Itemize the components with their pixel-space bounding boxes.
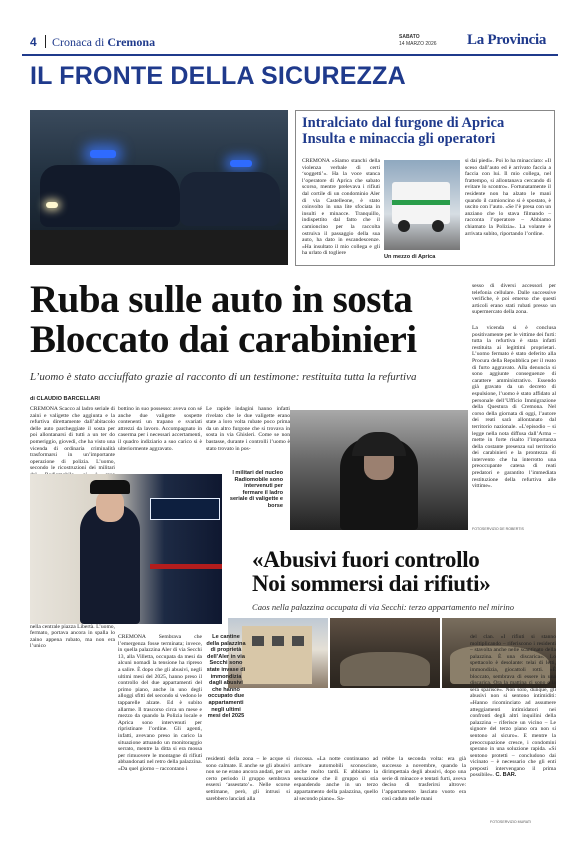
car-shape <box>40 165 180 227</box>
truck-stripe <box>392 200 450 205</box>
blue-light-icon <box>90 150 116 158</box>
header-rule <box>22 54 558 56</box>
article3-column-5: del clan. «I rifiuti si stanno moltiplicando – riferiscono i residenti – stavolta anche nelle scantinato della palazzina. È una discarica». Lo spettacolo è desolante: telai di letti, immondizia, giocattoli rotti. «È bloccato, sembrava di essere in una discarica. Ora la mattina ci sono e la sera sparisce». Non solo, dunque, gli abusivi non si sentono intimiditi: «Hanno ricominciato ad assumere atteggiamenti intimidatori nei confronti degli altri inquilini della palazzina – riferisce un vicino – Le signore del terzo piano ora non si sentono al sicuro». E mentre la preoccupazione cresce, i condomini sperano in una soluzione rapida. «Si sentono protetti – concludono dai vicinato – è necessario che gli enti preposti intervengano il prima possibile». C. BAR. <box>470 634 556 779</box>
article1-column: CREMONA «Siamo stanchi della violenza verbale di certi ‘soggetti’». Ha la voce stanca l’operatore di Aprica che sabato scorso, mentre prelevava i rifiuti dal cortile di un condominio Aler di via Castelleone, è stato coinvolto in una lite sfociata in insulti e minacce. Tranquillo, indispettito dal fatto che il camioncino per la raccolta ostruiva il passaggio della sua auto, ha dato in escandescenze. «Ha insultato il mio collega e gli ha urlato di togliere <box>302 158 380 257</box>
cap-icon <box>90 480 130 494</box>
article3-column-3: riscossa. «La notte continuano ad arrivare automobili sconosciute, anche molto tardi. E abbiamo la sensazione che il gruppo si stia espandendo anche in un terzo appartamento della palazzina, quello al secondo piano». Sa- <box>294 756 378 802</box>
officer-face <box>96 490 124 522</box>
header-divider <box>45 35 46 48</box>
carabiniere-photo <box>30 474 222 624</box>
article3-signature: C. BAR. <box>495 772 517 779</box>
article3-column-2: residenti della zona – le acque si sono calmate. E anche se gli abusivi non se ne erano ancora andati, per un certo periodo il gruppo sembrava essersi ‘assestato’». Nelle scorse settimane, però, gli intrusi si sarebbero lanciati alla <box>206 756 290 802</box>
carabinieri-sign <box>150 498 220 520</box>
window-shape <box>252 636 264 646</box>
article3-column-1: CREMONA Sembrava che l’emergenza fosse terminata; invece, in quella palazzina Aler di via Secchi 13, alla Villetta, occupata da mesi da alcuni nomadi la tensione ha ripreso a salire. È dopo che gli abusivi, negli ultimi mesi del 2025, hanno preso il controllo del due appartamenti del primo piano, anche in uno degli alloggi sfitti del secondo si vedono le tapparelle alzate. Ed è subito allarme. Il trascorso circa un mese e mezzo da quando la Polizia locale e Aprica sono intervenuti per ripristinare l’ordine. Gli agenti, infatti, avevano preso in carico la situazione attuando un monitoraggio serrato, mentre la ditta si era mossa per rimuovere le montagne di rifiuti abbandonati nel retro della palazzina. «Da quel giorno – raccontano i <box>118 634 202 772</box>
article2-column-1-bottom <box>30 626 115 812</box>
officer-figure <box>80 504 140 624</box>
car-shape <box>180 172 280 226</box>
article2-byline: di CLAUDIO BARCELLARI <box>30 396 100 402</box>
photo-credit: FOTOSERVIZIO MURATI <box>490 820 532 824</box>
section-banner: IL FRONTE DELLA SICUREZZA <box>30 62 406 90</box>
garbage-truck-photo <box>384 160 460 250</box>
rubbish-pile <box>340 652 430 686</box>
article2-column-2: bottino in suo possesso: aveva con sé anche due valigette sospette contenenti un trapano e svariati attrezzi da lavoro. Accompagnato in caserma per i necessari accertamenti, il quadro indiziario a suo carico si è ulteriormente aggravato. <box>118 406 202 452</box>
article2-column-top: sesso di diversi accessori per telefonia cellulare. Dalle successive verifiche, è poi emerso che questi articoli erano stati rubati presso un supermercato della zona. <box>472 283 556 316</box>
police-car-photo <box>30 110 288 265</box>
road-surface <box>30 230 288 265</box>
suspect-photo <box>290 410 468 530</box>
page-number: 4 <box>30 35 37 49</box>
cellar-photo <box>330 618 440 688</box>
newspaper-logo: La Provincia <box>467 32 547 48</box>
red-stripe <box>150 564 222 569</box>
building-shape <box>242 626 312 684</box>
article3-title: «Abusivi fuori controllo Noi sommersi dai rifiuti» <box>252 547 491 596</box>
article2-column-right: La vicenda si è conclusa positivamente per le vittime dei furti: tutta la refurtiva è stata infatti restituita ai legittimi proprietari. L’uomo fermato è stato deferito alla Procura della Repubblica per il reato di furto aggravato. Alla denuncia si sono aggiunte conseguenze di carattere amministrativo. Essendo già gravato da un decreto di espulsione, l’uomo è stato affidato al personale dell’Ufficio Immigrazione della Questura di Cremona. Nel corso della giornata di oggi, l’autore dei reati sarà allontanato dal territorio nazionale. «L’episodio – si legge nella nota diffusa dall’Arma – mette in forte risalto l’importanza della costante presenza sul territorio dei carabinieri e la prontezza di intervento che ha interrotto una preoccupante catena di reati predatori e garantito l’immediata restituzione della refurtiva alle vittime». <box>472 325 556 490</box>
article2-photo-caption: I militari del nucleo Radiomobile sono intervenuti per fermare il ladro seriale di valigette e borse <box>229 470 283 509</box>
hood-shape <box>352 432 406 456</box>
issue-date: 14 MARZO 2026 <box>399 41 437 47</box>
section-title: Cronaca di Cremona <box>52 35 156 49</box>
window-shape <box>272 636 284 646</box>
photo-credit: FOTOSERVIZIO DE ROBERTIS <box>472 527 524 531</box>
article1-photo-caption: Un mezzo di Aprica <box>384 254 436 260</box>
truck-wheel <box>432 220 444 232</box>
article2-column-3: Le rapide indagini hanno infatti rivelato che le due valigette erano state a loro volta rubate poco prima da un altro furgone che si trovava in sosta in via Ghisleri. Come se non bastasse, durante i controlli l’uomo è stato trovato in pos- <box>206 406 290 452</box>
headlight-icon <box>46 202 58 208</box>
article1-title: Intralciato dal furgone di Aprica Insulta e minaccia gli operatori <box>302 115 505 147</box>
article2-subtitle: L’uomo è stato acciuffato grazie al racconto di un testimone: restituita tutta la refurtiva <box>30 371 417 383</box>
article3-subtitle: Caos nella palazzina occupata di via Secchi: terzo appartamento nel mirino <box>252 602 515 612</box>
issue-day: SABATO <box>399 34 420 40</box>
article1-column: si dai piedi». Poi lo ha minacciato: «Il sceso dall’auto ed è arrivato faccia a faccia con lui. Il mio collega, nel frattempo, si allontanava cercando di evitare lo scontro». Fortunatamente il residente non ha alzato le mani quando il camioncino si è spostato, è uscito con l’auto. «Se l’è presa con un anziano che lo stava filmando – racconta l’operatore – Abbiamo chiamato la Polizia». La volante è arrivata subito, riportando l’ordine. <box>465 158 551 237</box>
blue-light-icon <box>230 160 252 167</box>
page-header <box>22 32 558 52</box>
article2-column-1-top: CREMONA Scacco al ladro seriale di zaini e valigette che aggiunta e la refurtiva direttamente dall’abitacolo delle auto parcheggiate il sosta per poi allontanarsi di tutti a un ter do pomeriggio, giovedì, che ha visto una vicenda di ordinaria criminalità trasformarsi in un’importante operazione di polizia. L’uomo, secondo le ricostruzioni dei militari nella centrale piazza Libertà. L’uomo, fermato, portava ancora in spalla lo zaino appena rubato, ma non era l’unico <box>30 406 115 650</box>
article3-column-4: rebbe la seconda volta: era già successo a novembre, quando la dirimpettaia degli abusivi, dopo una serie di minacce e tentati furti, aveva deciso di trasferirsi altrove: l’appartamento lasciato vuoto era così caduto nelle mani <box>382 756 466 802</box>
article3-photo-caption: Le cantine della palazzina di proprietà dell’Aler in via Secchi sono state invase di immondizia dagli abusivi che hanno occupato due appartamenti negli ultimi mesi del 2025 <box>206 634 246 720</box>
window-shape <box>292 636 304 646</box>
article2-title: Ruba sulle auto in sosta Bloccato dai carabinieri <box>30 278 417 361</box>
truck-wheel <box>398 220 410 232</box>
